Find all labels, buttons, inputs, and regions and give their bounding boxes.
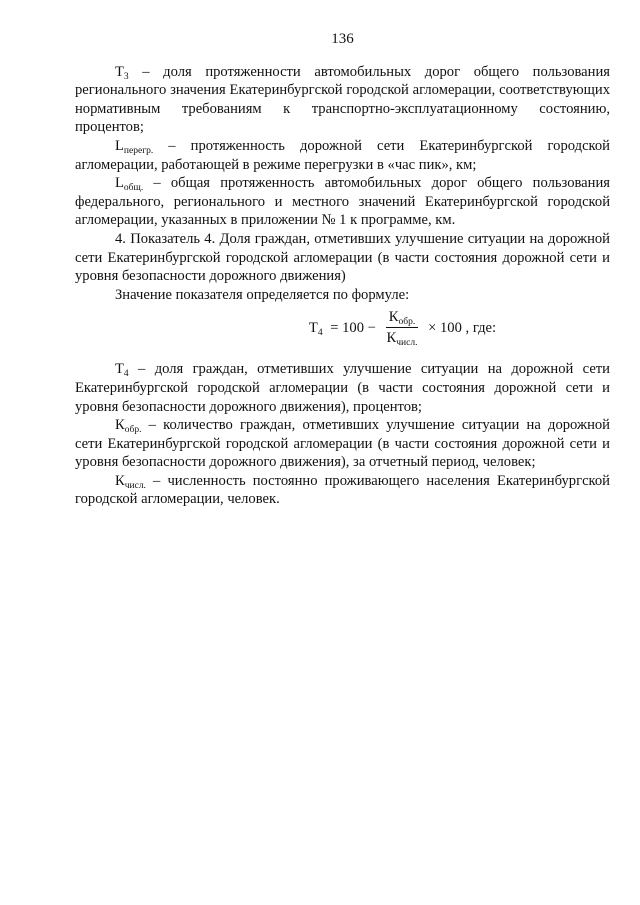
formula-numerator (386, 308, 418, 328)
formula-fraction (384, 308, 421, 347)
symbol: Т (115, 361, 124, 378)
formula-tail: × 100 , где: (424, 319, 497, 336)
symbol: Т (115, 63, 124, 80)
symbol-subscript: перегр. (123, 145, 154, 156)
formula-lhs-symbol: Т (308, 319, 318, 336)
symbol: L (115, 137, 124, 154)
symbol-subscript: обр. (124, 425, 142, 436)
formula-lhs-subscript: 4 (317, 327, 323, 338)
symbol-subscript: 4 (123, 369, 129, 380)
numerator-symbol: К (388, 309, 399, 326)
definition-k-chisl (75, 472, 610, 509)
definition-text: – протяженность дорожной сети Екатеринбургской городской агломерации, работающей в режиме перегрузки в «час пик», км; (75, 137, 610, 173)
formula-denominator (384, 328, 421, 347)
symbol: К (115, 417, 125, 434)
formula-block (75, 308, 610, 354)
formula-lhs (309, 319, 323, 338)
definition-l-peregr (75, 137, 610, 174)
indicator-4-heading: 4. Показатель 4. Доля граждан, отметивших улучшение ситуации на дорожной сети Екатеринбургской городской агломерации (в части состояния дорожной сети и уровня безопасности дорожного движения) (75, 230, 610, 285)
definition-t3 (75, 63, 610, 137)
definition-text: – доля протяженности автомобильных дорог общего пользования регионального значения Екатеринбургской городской агломерации, соответствующих нормативным требованиям к транспортно-эксплуатационному состоянию, процентов; (75, 63, 610, 136)
formula-intro: Значение показателя определяется по формуле: (115, 286, 410, 303)
denominator-subscript: числ. (396, 338, 418, 349)
definition-text: – общая протяженность автомобильных дорог общего пользования федерального, регионального и местного значений Екатеринбургской городской агломерации, указанных в приложении № 1 к программе, км. (75, 175, 610, 229)
document-page (75, 30, 610, 509)
page-number: 136 (331, 31, 354, 47)
denominator-symbol: К (386, 330, 397, 347)
definition-text: – доля граждан, отметивших улучшение ситуации на дорожной сети Екатеринбургской городской агломерации (в части состояния дорожной сети и уровня безопасности дорожного движения), процентов; (75, 361, 610, 415)
definition-text: – количество граждан, отметивших улучшение ситуации на дорожной сети Екатеринбургской городской агломерации (в части состояния дорожной сети и уровня безопасности дорожного движения), за отчетный период, человек; (75, 417, 610, 471)
formula (309, 308, 496, 347)
formula-equals-part: = 100 − (326, 319, 380, 336)
symbol-subscript: числ. (124, 480, 146, 491)
symbol: К (115, 472, 125, 489)
symbol: L (115, 175, 124, 192)
definition-text: – численность постоянно проживающего населения Екатеринбургской городской агломерации, человек. (75, 472, 610, 508)
symbol-subscript: общ. (123, 183, 144, 194)
definition-k-obr (75, 416, 610, 472)
symbol-subscript: 3 (123, 71, 129, 82)
definition-t4 (75, 360, 610, 416)
numerator-subscript: обр. (398, 317, 416, 328)
definition-l-obsh (75, 174, 610, 230)
